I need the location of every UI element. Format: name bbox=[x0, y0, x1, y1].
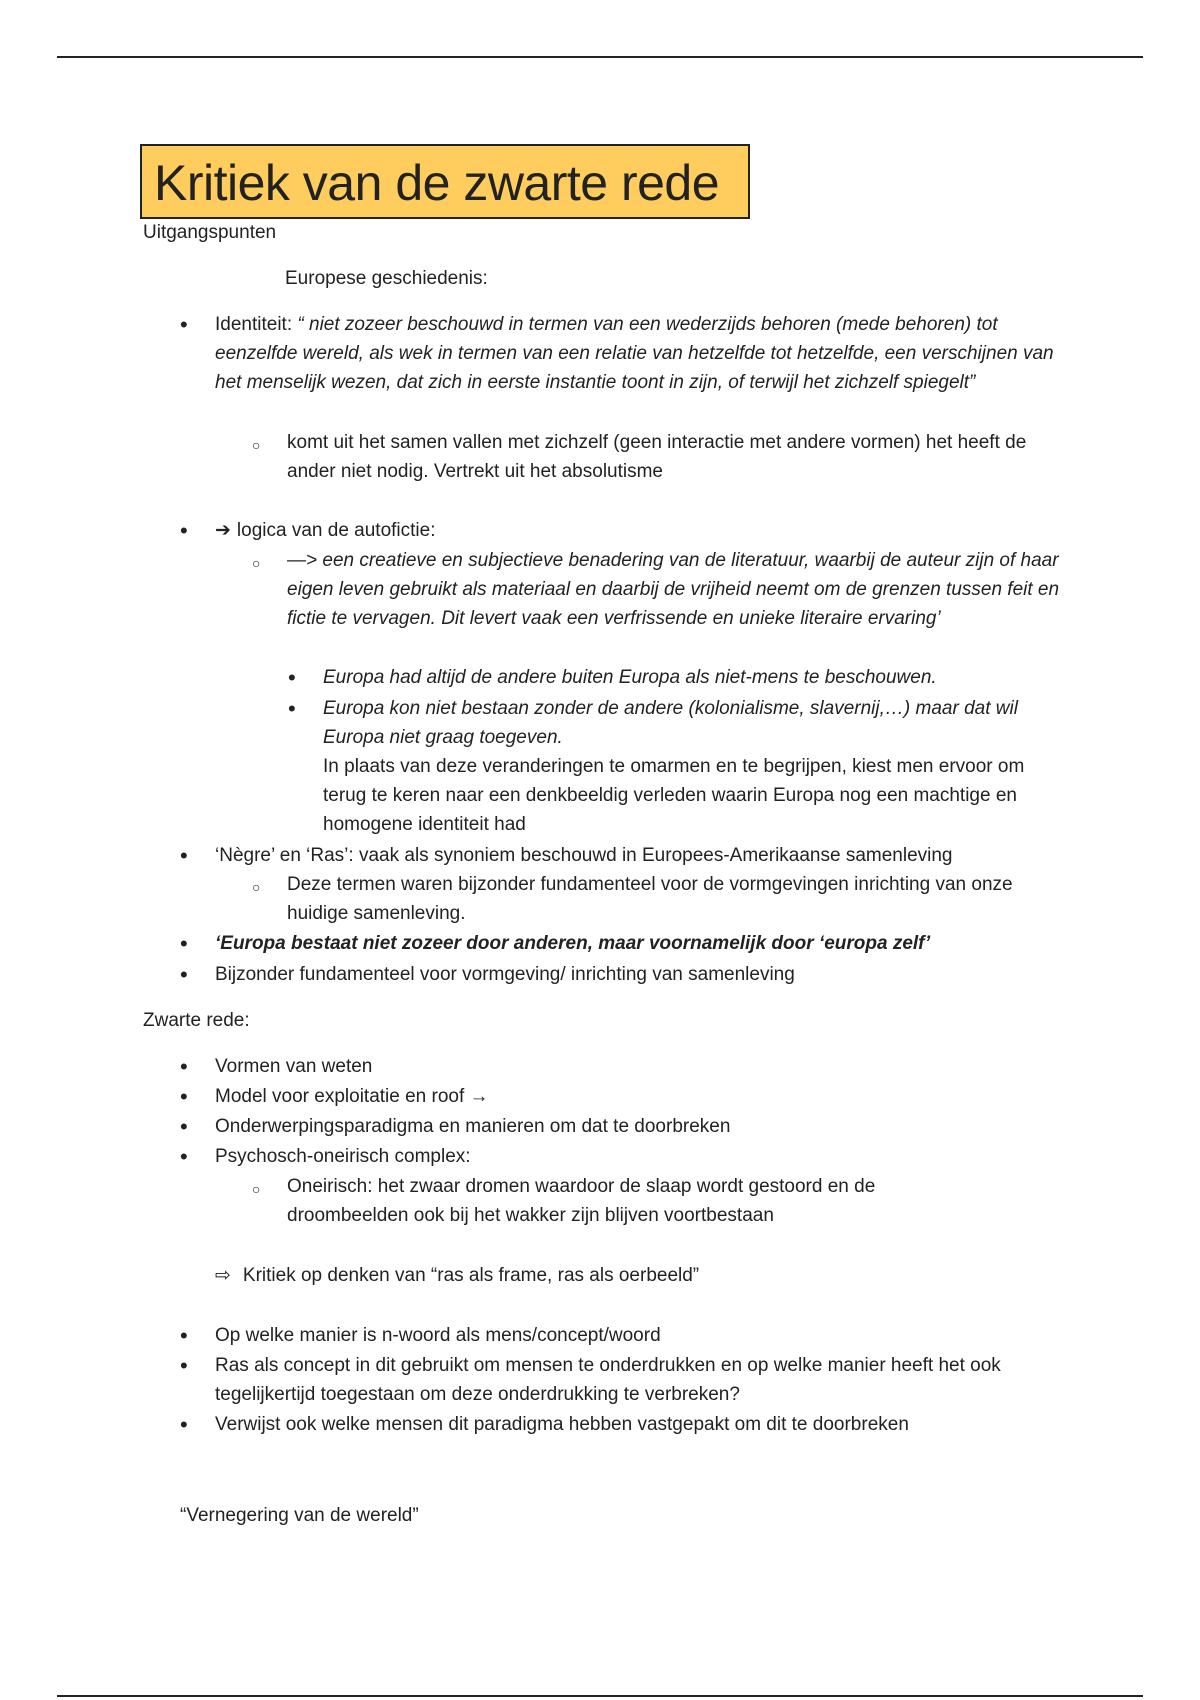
bullet-icon bbox=[180, 310, 188, 339]
question-item: Op welke manier is n-woord als mens/concept/woord bbox=[215, 1325, 661, 1346]
square-bullet-icon bbox=[288, 694, 296, 723]
list-item: Psychosch-oneirisch complex: bbox=[215, 1146, 471, 1167]
identity-subpoint: komt uit het samen vallen met zichzelf (geen interactie met andere vormen) het heeft de ander niet nodig. Vertrekt uit het absolutisme bbox=[287, 432, 1027, 482]
section-heading-zwarte-rede: Zwarte rede: bbox=[143, 1010, 250, 1031]
right-arrow-icon: ➔ bbox=[215, 520, 231, 541]
negre-ras-item: ‘Nègre’ en ‘Ras’: vaak als synoniem beschouwd in Europees-Amerikaanse samenleving bbox=[215, 845, 953, 866]
negre-ras-subpoint: Deze termen waren bijzonder fundamenteel voor de vormgevingen inrichting van onze huidige samenleving. bbox=[287, 874, 1013, 924]
list-item: Onderwerpingsparadigma en manieren om dat te doorbreken bbox=[215, 1116, 731, 1137]
bullet-icon bbox=[180, 1321, 188, 1350]
autofictie-definition: —> een creatieve en subjectieve benadering van de literatuur, waarbij de auteur zijn of haar eigen leven gebruikt als materiaal en daarbij de vrijheid neemt om de grenzen tussen feit en fictie te vervagen. Dit levert vaak een verfrissende en unieke literaire ervaring’ bbox=[287, 550, 1060, 629]
oneirisch-subpoint: Oneirisch: het zwaar dromen waardoor de slaap wordt gestoord en de droombeelden ook bij het wakker zijn blijven voortbestaan bbox=[287, 1176, 876, 1226]
square-bullet-icon bbox=[288, 663, 296, 692]
bullet-icon bbox=[180, 1351, 188, 1380]
circle-bullet-icon bbox=[252, 873, 260, 902]
kritiek-text: Kritiek op denken van “ras als frame, ras als oerbeeld” bbox=[242, 1265, 700, 1286]
subheading-europese-geschiedenis: Europese geschiedenis: bbox=[285, 268, 488, 289]
bullet-icon bbox=[180, 1142, 188, 1171]
arrow-outline-icon: ⇨ bbox=[215, 1265, 231, 1286]
europa-zelf-item: ‘Europa bestaat niet zozeer door anderen, maar voornamelijk door ‘europa zelf’ bbox=[215, 933, 931, 954]
bullet-icon bbox=[180, 516, 188, 545]
closing-quote: “Vernegering van de wereld” bbox=[180, 1505, 419, 1526]
circle-bullet-icon bbox=[252, 549, 260, 578]
bullet-icon bbox=[180, 960, 188, 989]
bullet-icon bbox=[180, 1112, 188, 1141]
kritiek-item bbox=[215, 1261, 699, 1290]
bullet-icon bbox=[180, 929, 188, 958]
circle-bullet-icon bbox=[252, 1175, 260, 1204]
europa-point-2: Europa kon niet bestaan zonder de andere (kolonialisme, slavernij,…) maar dat wil Europa niet graag toegeven. bbox=[323, 698, 1018, 748]
identity-quote: “ niet zozeer beschouwd in termen van een wederzijds behoren (mede behoren) tot eenzelfde wereld, als wek in termen van een relatie van hetzelfde tot hetzelfde, een verschijnen van het menselijk wezen, dat zich in eerste instantie toont in zijn, of terwijl het zichzelf spiegelt” bbox=[215, 314, 1054, 393]
bullet-icon bbox=[180, 1052, 188, 1081]
fundamenteel-item: Bijzonder fundamenteel voor vormgeving/ inrichting van samenleving bbox=[215, 964, 795, 985]
autofictie-label: logica van de autofictie: bbox=[236, 520, 436, 541]
identity-item bbox=[215, 310, 1070, 397]
top-rule bbox=[57, 56, 1143, 58]
autofictie-item bbox=[215, 516, 1015, 545]
europa-point-1: Europa had altijd de andere buiten Europa als niet-mens te beschouwen. bbox=[323, 667, 937, 688]
title-box bbox=[140, 144, 750, 219]
bottom-rule bbox=[57, 1695, 1143, 1697]
page-title: Kritiek van de zwarte rede bbox=[154, 155, 720, 211]
list-item: Model voor exploitatie en roof → bbox=[215, 1086, 489, 1107]
circle-bullet-icon bbox=[252, 431, 260, 460]
question-item: Ras als concept in dit gebruikt om mensen te onderdrukken en op welke manier heeft het ook tegelijkertijd toegestaan om deze onderdrukking te verbreken? bbox=[215, 1355, 1001, 1405]
section-heading-uitgangspunten: Uitgangspunten bbox=[143, 222, 277, 243]
europa-point-2-continuation: In plaats van deze veranderingen te omarmen en te begrijpen, kiest men ervoor om terug te keren naar een denkbeeldig verleden waarin Europa nog een machtige en homogene identiteit had bbox=[323, 756, 1025, 835]
list-item: Vormen van weten bbox=[215, 1056, 373, 1077]
question-item: Verwijst ook welke mensen dit paradigma hebben vastgepakt om dit te doorbreken bbox=[215, 1414, 909, 1435]
bullet-icon bbox=[180, 841, 188, 870]
bullet-icon bbox=[180, 1410, 188, 1439]
bullet-icon bbox=[180, 1082, 188, 1111]
identity-label: Identiteit: bbox=[215, 314, 298, 335]
